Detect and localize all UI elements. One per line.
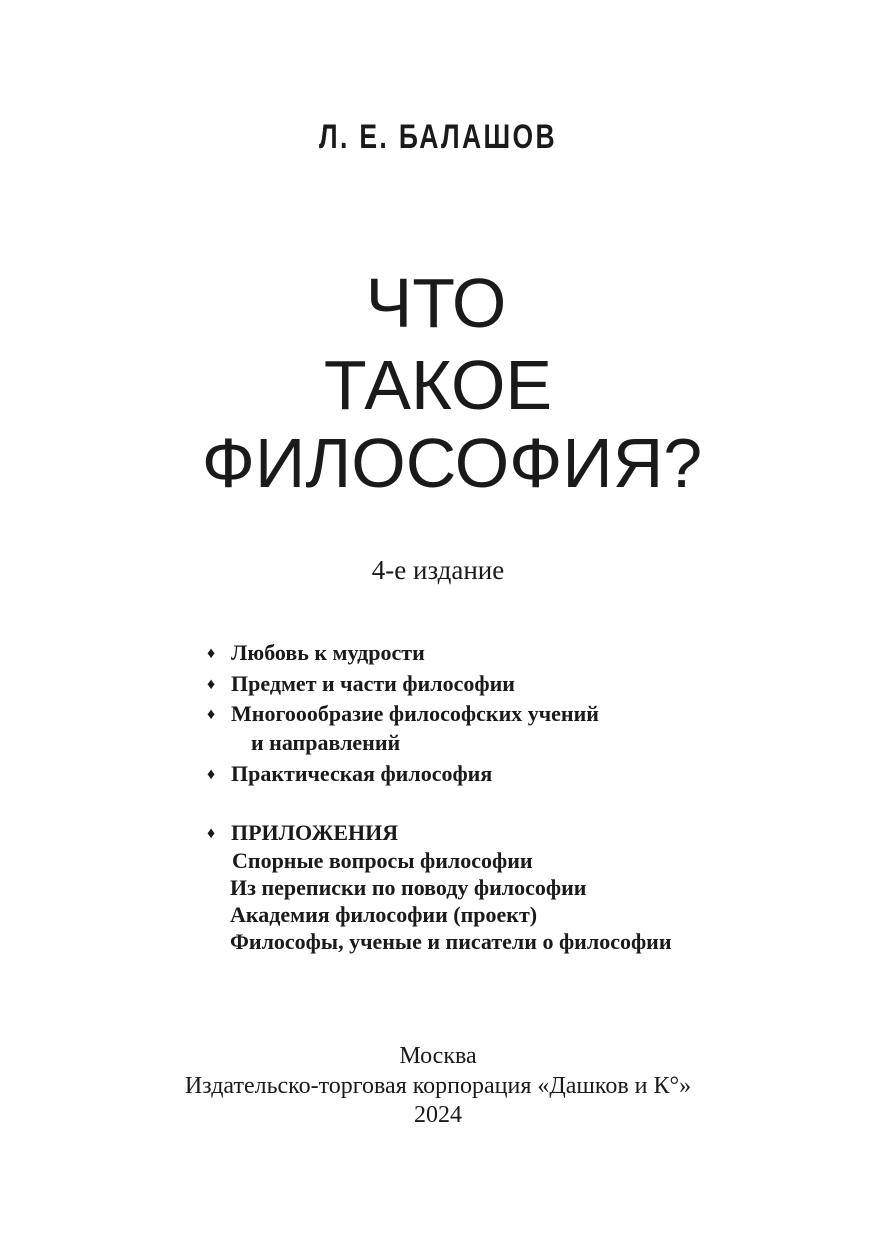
diamond-bullet-icon: ♦: [207, 676, 216, 693]
contents-item: [207, 701, 599, 727]
appendix-entry: Из переписки по поводу философии: [230, 875, 587, 900]
contents-item-label: Любовь к мудрости: [231, 640, 425, 665]
contents-item-continuation: и направлений: [251, 730, 401, 755]
author-name: Л. Е. БАЛАШОВ: [319, 118, 557, 156]
appendix-heading-row: [207, 820, 398, 846]
appendix-entry: Философы, ученые и писатели о философии: [230, 929, 672, 954]
diamond-bullet-icon: ♦: [207, 825, 216, 842]
edition-label: 4-е издание: [371, 555, 505, 585]
book-title-line-1: ЧТО: [365, 264, 507, 342]
diamond-bullet-icon: ♦: [207, 706, 216, 723]
contents-item: [207, 761, 492, 787]
imprint-year: 2024: [414, 1102, 462, 1128]
diamond-bullet-icon: ♦: [207, 645, 216, 662]
appendix-heading: ПРИЛОЖЕНИЯ: [231, 820, 399, 845]
appendix-entry: Спорные вопросы философии: [232, 848, 533, 873]
contents-item: [207, 640, 425, 666]
appendix-entry: Академия философии (проект): [230, 902, 538, 927]
imprint-city: Москва: [399, 1043, 477, 1069]
book-title-line-3: ФИЛОСОФИЯ?: [201, 424, 703, 502]
diamond-bullet-icon: ♦: [207, 766, 216, 783]
contents-item-label: Практическая философия: [231, 761, 493, 786]
book-title-line-2: ТАКОЕ: [323, 346, 553, 424]
contents-item: [207, 671, 515, 697]
contents-item-label: Предмет и части философии: [231, 671, 515, 696]
contents-item-label: Многоообразие философских учений: [231, 701, 599, 726]
imprint-publisher: Издательско-торговая корпорация «Дашков и К°»: [184, 1073, 692, 1099]
